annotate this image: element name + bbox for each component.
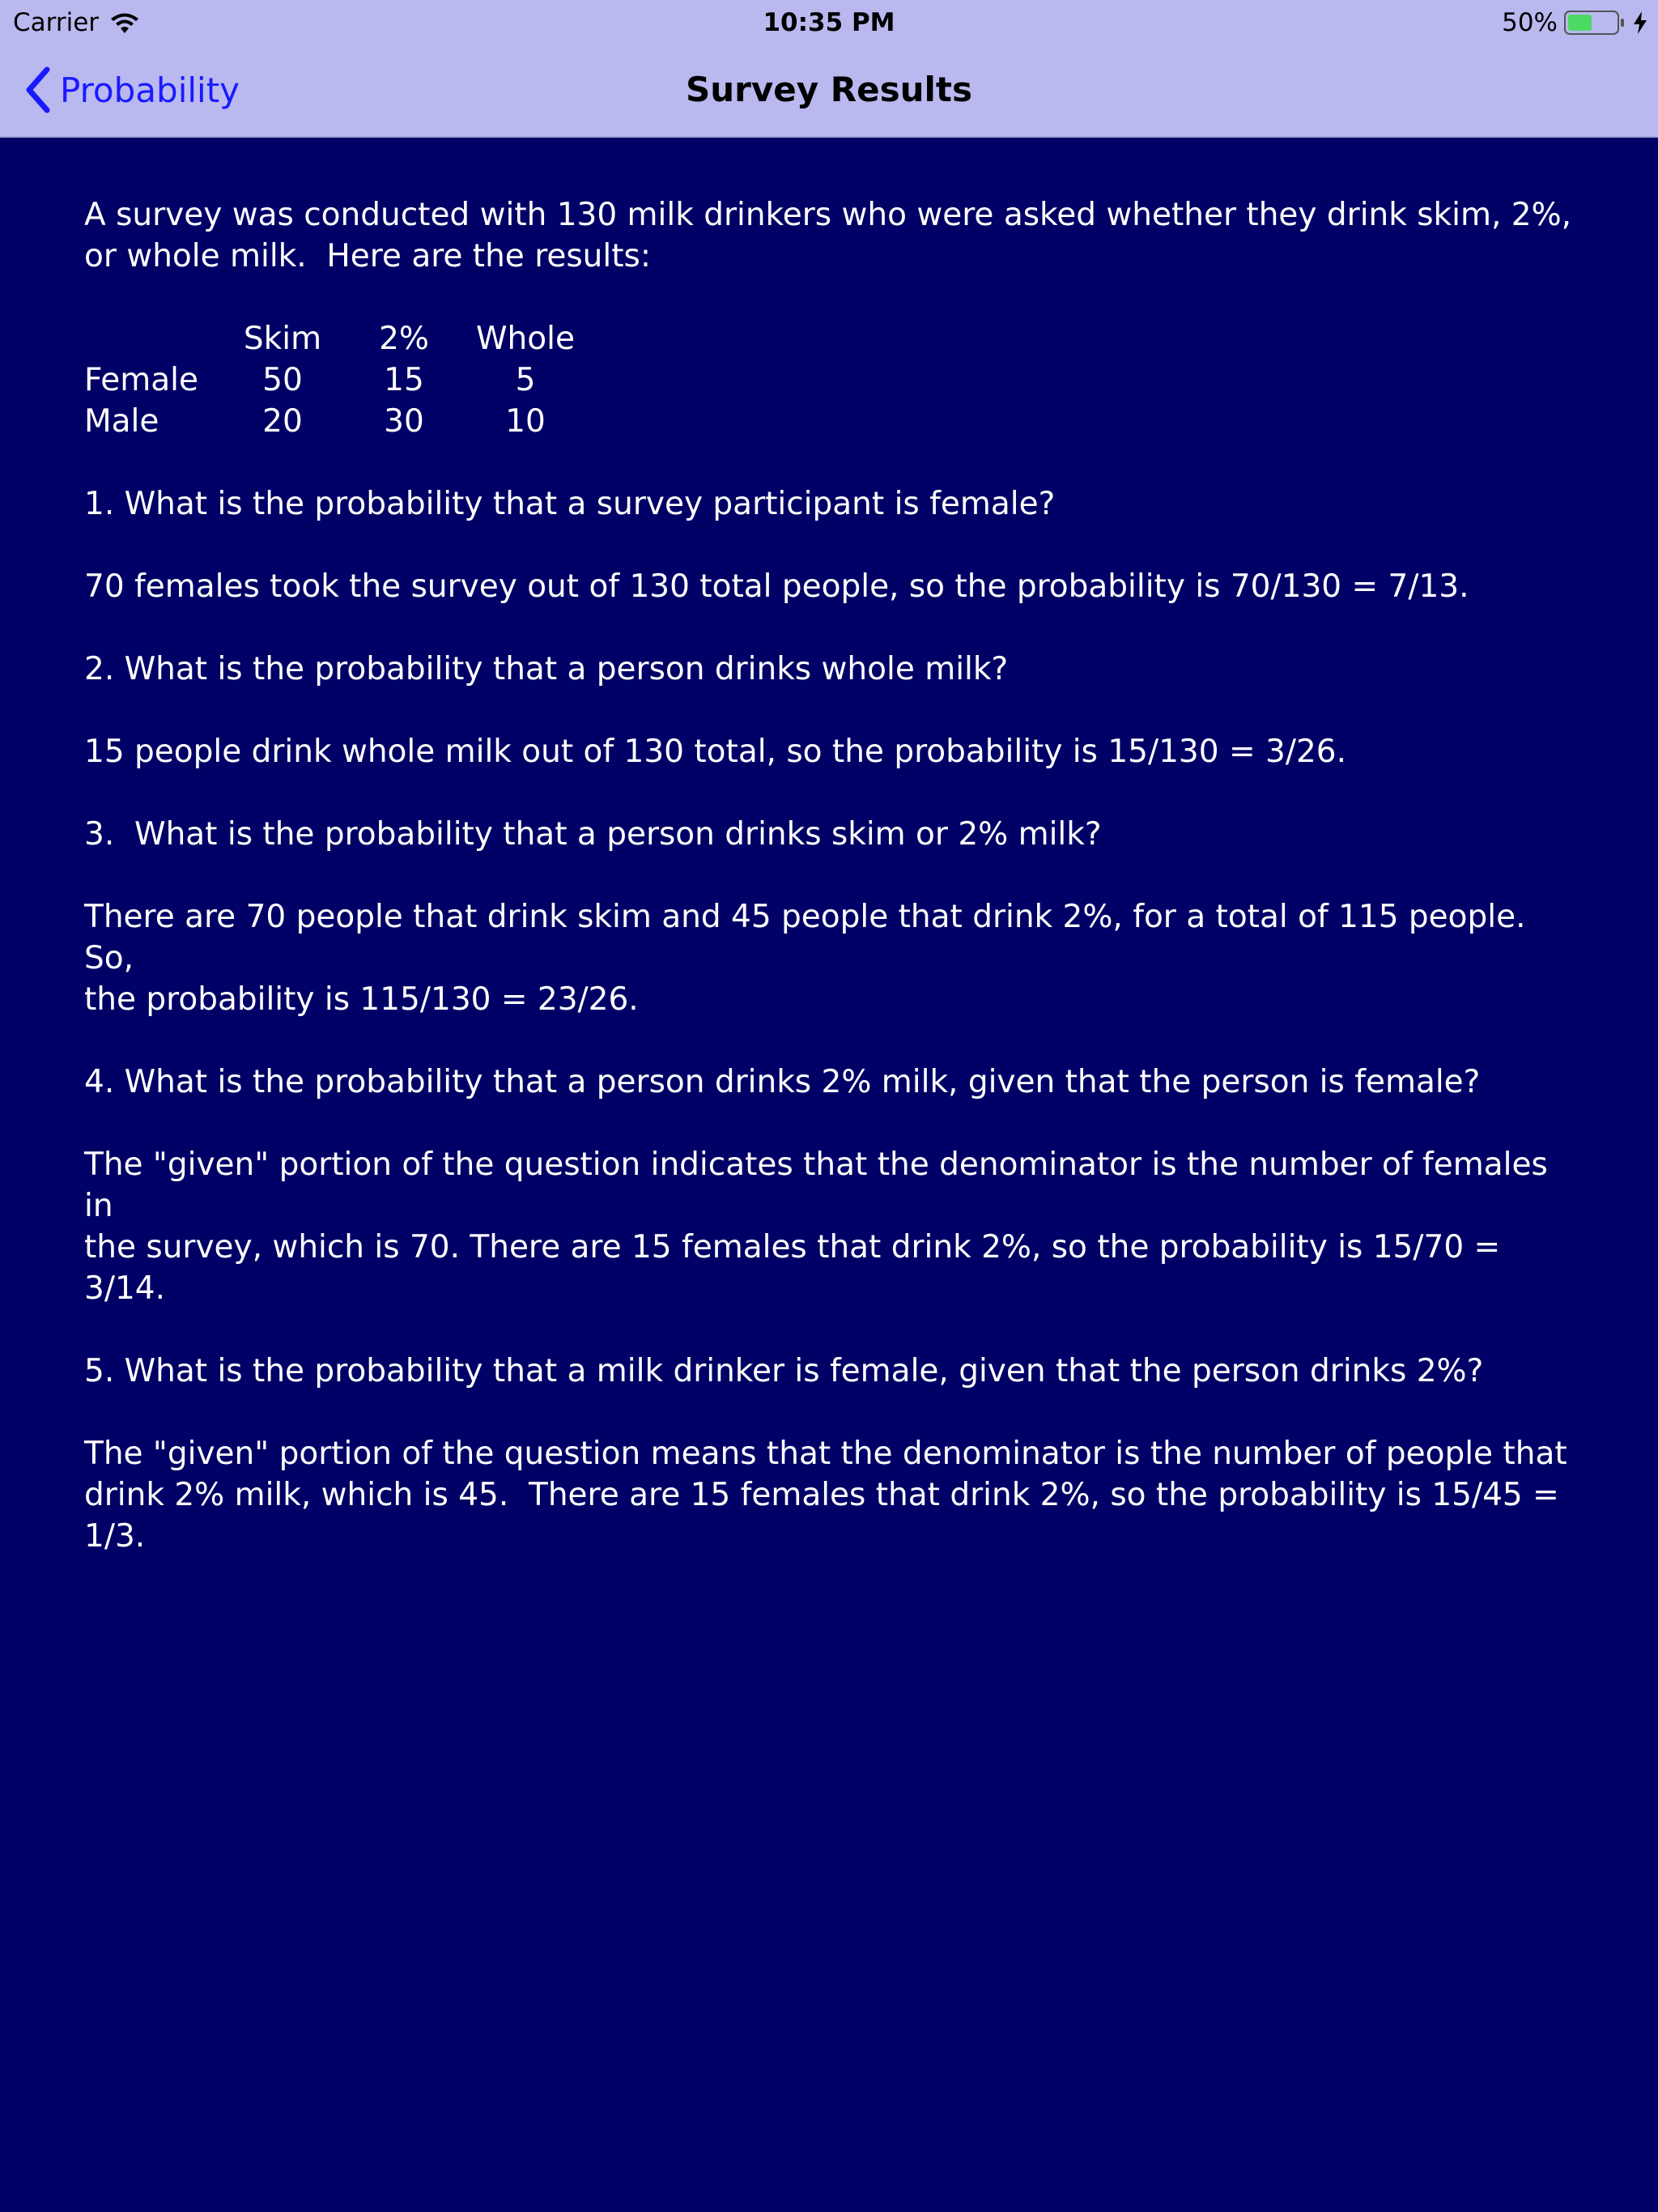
question-5: 5. What is the probability that a milk drinker is female, given that the person drinks 2%? xyxy=(84,1353,1484,1389)
battery-status xyxy=(1502,8,1648,37)
answer-2: 15 people drink whole milk out of 130 total, so the probability is 15/130 = 3/26. xyxy=(84,734,1347,770)
question-1: 1. What is the probability that a survey participant is female? xyxy=(84,486,1056,522)
answer-4: The "given" portion of the question indicates that the denominator is the number of females in the survey, which is 70. There are 15 females that drink 2%, so the probability is 15/70 = 3/14. xyxy=(84,1146,1548,1307)
battery-icon xyxy=(1564,9,1626,36)
back-button-label: Probability xyxy=(60,70,240,110)
table-header-cell: Whole xyxy=(476,321,575,357)
answer-5: The "given" portion of the question means that the denominator is the number of people that drink 2% milk, which is 45. There are 15 females that drink 2%, so the probability is 15/45 = 1/3. xyxy=(84,1436,1567,1555)
table-cell: 10 xyxy=(505,403,546,440)
table-cell: 50 xyxy=(262,362,303,398)
table-row-label: Female xyxy=(84,362,199,398)
bolt-icon xyxy=(1632,11,1648,34)
page-title: Survey Results xyxy=(686,70,972,109)
answer-1: 70 females took the survey out of 130 total people, so the probability is 70/130 = 7/13. xyxy=(84,568,1469,605)
question-4: 4. What is the probability that a person drinks 2% milk, given that the person is female? xyxy=(84,1064,1481,1100)
battery-percent: 50% xyxy=(1502,8,1558,37)
survey-content xyxy=(84,194,1582,1598)
table-header-cell xyxy=(84,318,222,359)
results-table xyxy=(84,318,1582,442)
intro-text: A survey was conducted with 130 milk drinkers who were asked whether they drink skim, 2%, or whole milk. Here are the results: xyxy=(84,197,1572,274)
status-bar xyxy=(0,0,1658,45)
table-header-cell: Skim xyxy=(243,321,322,357)
question-3: 3. What is the probability that a person drinks skim or 2% milk? xyxy=(84,816,1102,853)
carrier-label: Carrier xyxy=(13,8,100,37)
table-cell: 5 xyxy=(515,362,536,398)
table-cell: 15 xyxy=(384,362,424,398)
answer-3: There are 70 people that drink skim and 45 people that drink 2%, for a total of 115 people. So, the probability is 115/130 = 23/26. xyxy=(84,899,1526,1018)
navigation-bar xyxy=(0,45,1658,138)
table-row-label: Male xyxy=(84,403,159,440)
table-header-cell: 2% xyxy=(379,321,429,357)
status-time: 10:35 PM xyxy=(763,8,895,37)
question-2: 2. What is the probability that a person drinks whole milk? xyxy=(84,651,1009,687)
top-bar xyxy=(0,0,1658,138)
table-cell: 30 xyxy=(384,403,424,440)
table-cell: 20 xyxy=(262,403,303,440)
